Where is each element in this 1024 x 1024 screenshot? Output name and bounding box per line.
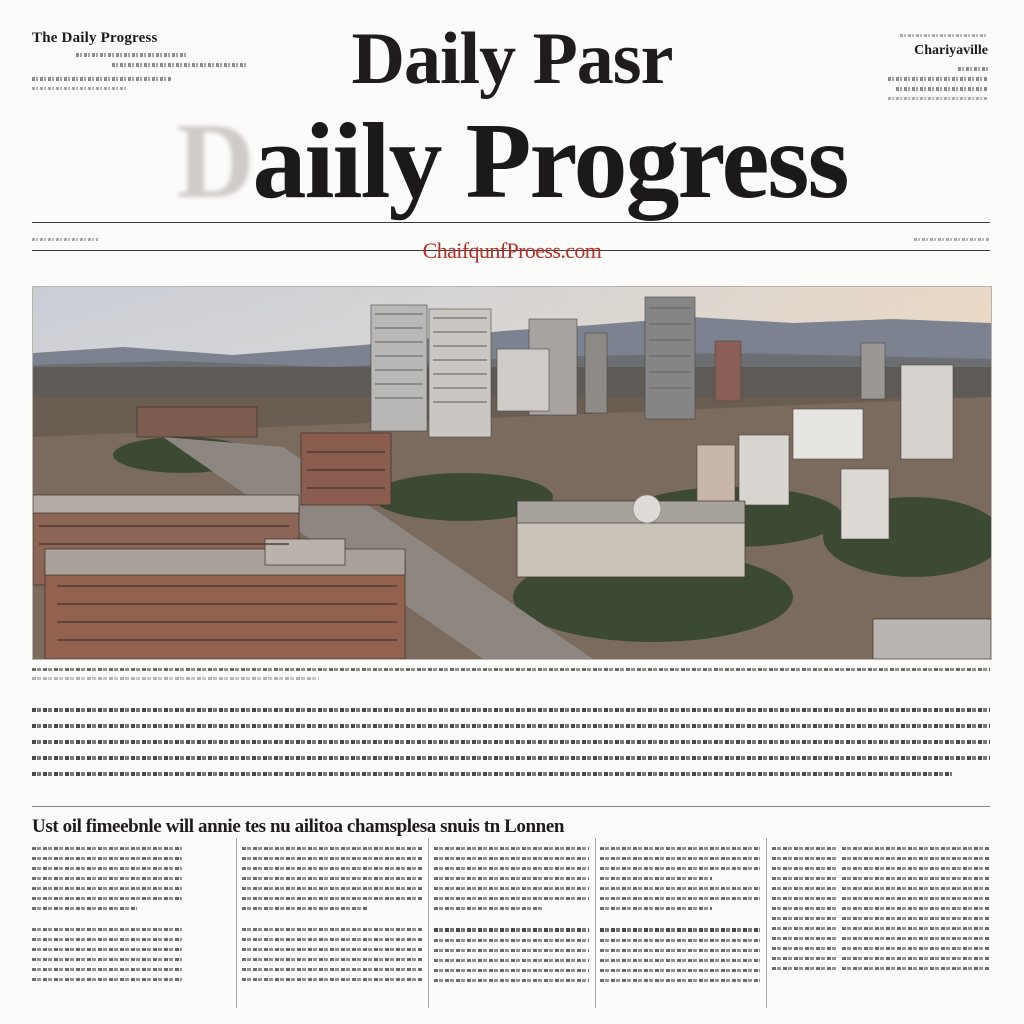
article-column <box>772 840 838 1010</box>
column-line <box>842 847 990 850</box>
article-column <box>32 840 182 1010</box>
article-column <box>600 840 760 1010</box>
masthead-ghost-letter: D <box>176 102 253 221</box>
column-line <box>772 967 838 970</box>
column-line <box>32 968 182 971</box>
column-rule <box>595 838 596 1008</box>
column-line <box>600 907 712 910</box>
column-line <box>434 939 589 942</box>
column-line <box>242 968 422 971</box>
column-line <box>242 907 368 910</box>
website-link[interactable] <box>0 238 1024 264</box>
column-line <box>842 857 990 860</box>
column-line <box>434 897 589 900</box>
column-line <box>242 938 422 941</box>
masthead-top-line <box>0 18 1024 100</box>
ear-left-title: The Daily Progress <box>32 30 158 46</box>
lede-paragraph <box>32 704 990 776</box>
column-line <box>842 947 990 950</box>
column-line <box>600 949 760 952</box>
column-line <box>842 927 990 930</box>
column-line <box>434 887 589 890</box>
column-line <box>600 857 760 860</box>
column-line <box>772 897 838 900</box>
column-line <box>32 907 137 910</box>
masthead-title <box>0 102 1024 221</box>
ear-right-title: Chariyaville <box>914 43 988 58</box>
lede-line <box>32 724 990 728</box>
ear-right-line <box>888 97 988 100</box>
masthead-rule <box>32 222 990 223</box>
column-line <box>242 887 422 890</box>
column-line <box>842 897 990 900</box>
column-line <box>242 877 422 880</box>
column-line <box>32 857 182 860</box>
column-line <box>600 928 760 932</box>
column-line <box>434 857 589 860</box>
website-text[interactable]: ChaifqunfProess.com <box>422 238 602 263</box>
column-line <box>434 949 589 952</box>
column-line <box>600 979 760 982</box>
column-line <box>242 867 422 870</box>
article-column <box>434 840 589 1010</box>
lede-line <box>32 756 990 760</box>
article-column <box>242 840 422 1010</box>
column-line <box>600 959 760 962</box>
column-line <box>772 937 838 940</box>
masthead-top-text: Daily Pasr <box>351 18 673 100</box>
column-line <box>242 928 422 931</box>
column-line <box>434 979 589 982</box>
lede-line <box>32 772 952 776</box>
column-line <box>32 847 182 850</box>
column-line <box>434 969 589 972</box>
column-line <box>434 877 589 880</box>
column-line <box>32 938 182 941</box>
column-line <box>32 897 182 900</box>
column-line <box>434 959 589 962</box>
column-line <box>772 927 838 930</box>
section-rule <box>32 806 990 807</box>
city-skyline-image <box>33 287 991 659</box>
column-line <box>600 847 760 850</box>
column-line <box>772 917 838 920</box>
article-column <box>842 840 990 1010</box>
column-line <box>772 847 838 850</box>
lead-photo <box>32 286 992 660</box>
column-line <box>842 867 990 870</box>
column-line <box>772 957 838 960</box>
column-line <box>600 877 712 880</box>
caption-line <box>32 677 319 680</box>
column-line <box>434 867 589 870</box>
column-line <box>600 887 760 890</box>
column-line <box>842 887 990 890</box>
column-line <box>772 947 838 950</box>
column-line <box>842 967 990 970</box>
column-rule <box>766 838 767 1008</box>
column-rule <box>236 838 237 1008</box>
column-rule <box>428 838 429 1008</box>
column-line <box>772 887 838 890</box>
column-line <box>772 907 838 910</box>
column-line <box>842 917 990 920</box>
column-line <box>600 867 760 870</box>
column-line <box>842 957 990 960</box>
column-line <box>32 928 182 931</box>
column-line <box>242 857 422 860</box>
column-line <box>242 897 422 900</box>
column-line <box>434 907 543 910</box>
column-line <box>242 847 422 850</box>
column-line <box>600 939 760 942</box>
column-line <box>434 847 589 850</box>
column-line <box>32 958 182 961</box>
column-line <box>772 877 838 880</box>
lede-line <box>32 708 990 712</box>
masthead-main-text: aiily Progress <box>252 102 848 221</box>
column-line <box>842 907 990 910</box>
column-line <box>600 897 760 900</box>
column-line <box>32 978 182 981</box>
column-line <box>842 877 990 880</box>
column-line <box>842 937 990 940</box>
column-line <box>242 958 422 961</box>
column-line <box>772 857 838 860</box>
column-line <box>600 969 760 972</box>
column-line <box>242 978 422 981</box>
column-line <box>772 867 838 870</box>
column-line <box>434 928 589 932</box>
column-line <box>32 867 182 870</box>
column-line <box>242 948 422 951</box>
lede-line <box>32 740 990 744</box>
column-line <box>32 887 182 890</box>
column-line <box>32 877 182 880</box>
caption-line <box>32 668 990 671</box>
section-headline: Ust oil fimeebnle will annie tes nu ailitoa chamsplesa snuis tn Lonnen <box>32 816 565 837</box>
column-line <box>32 948 182 951</box>
photo-caption <box>32 668 990 680</box>
